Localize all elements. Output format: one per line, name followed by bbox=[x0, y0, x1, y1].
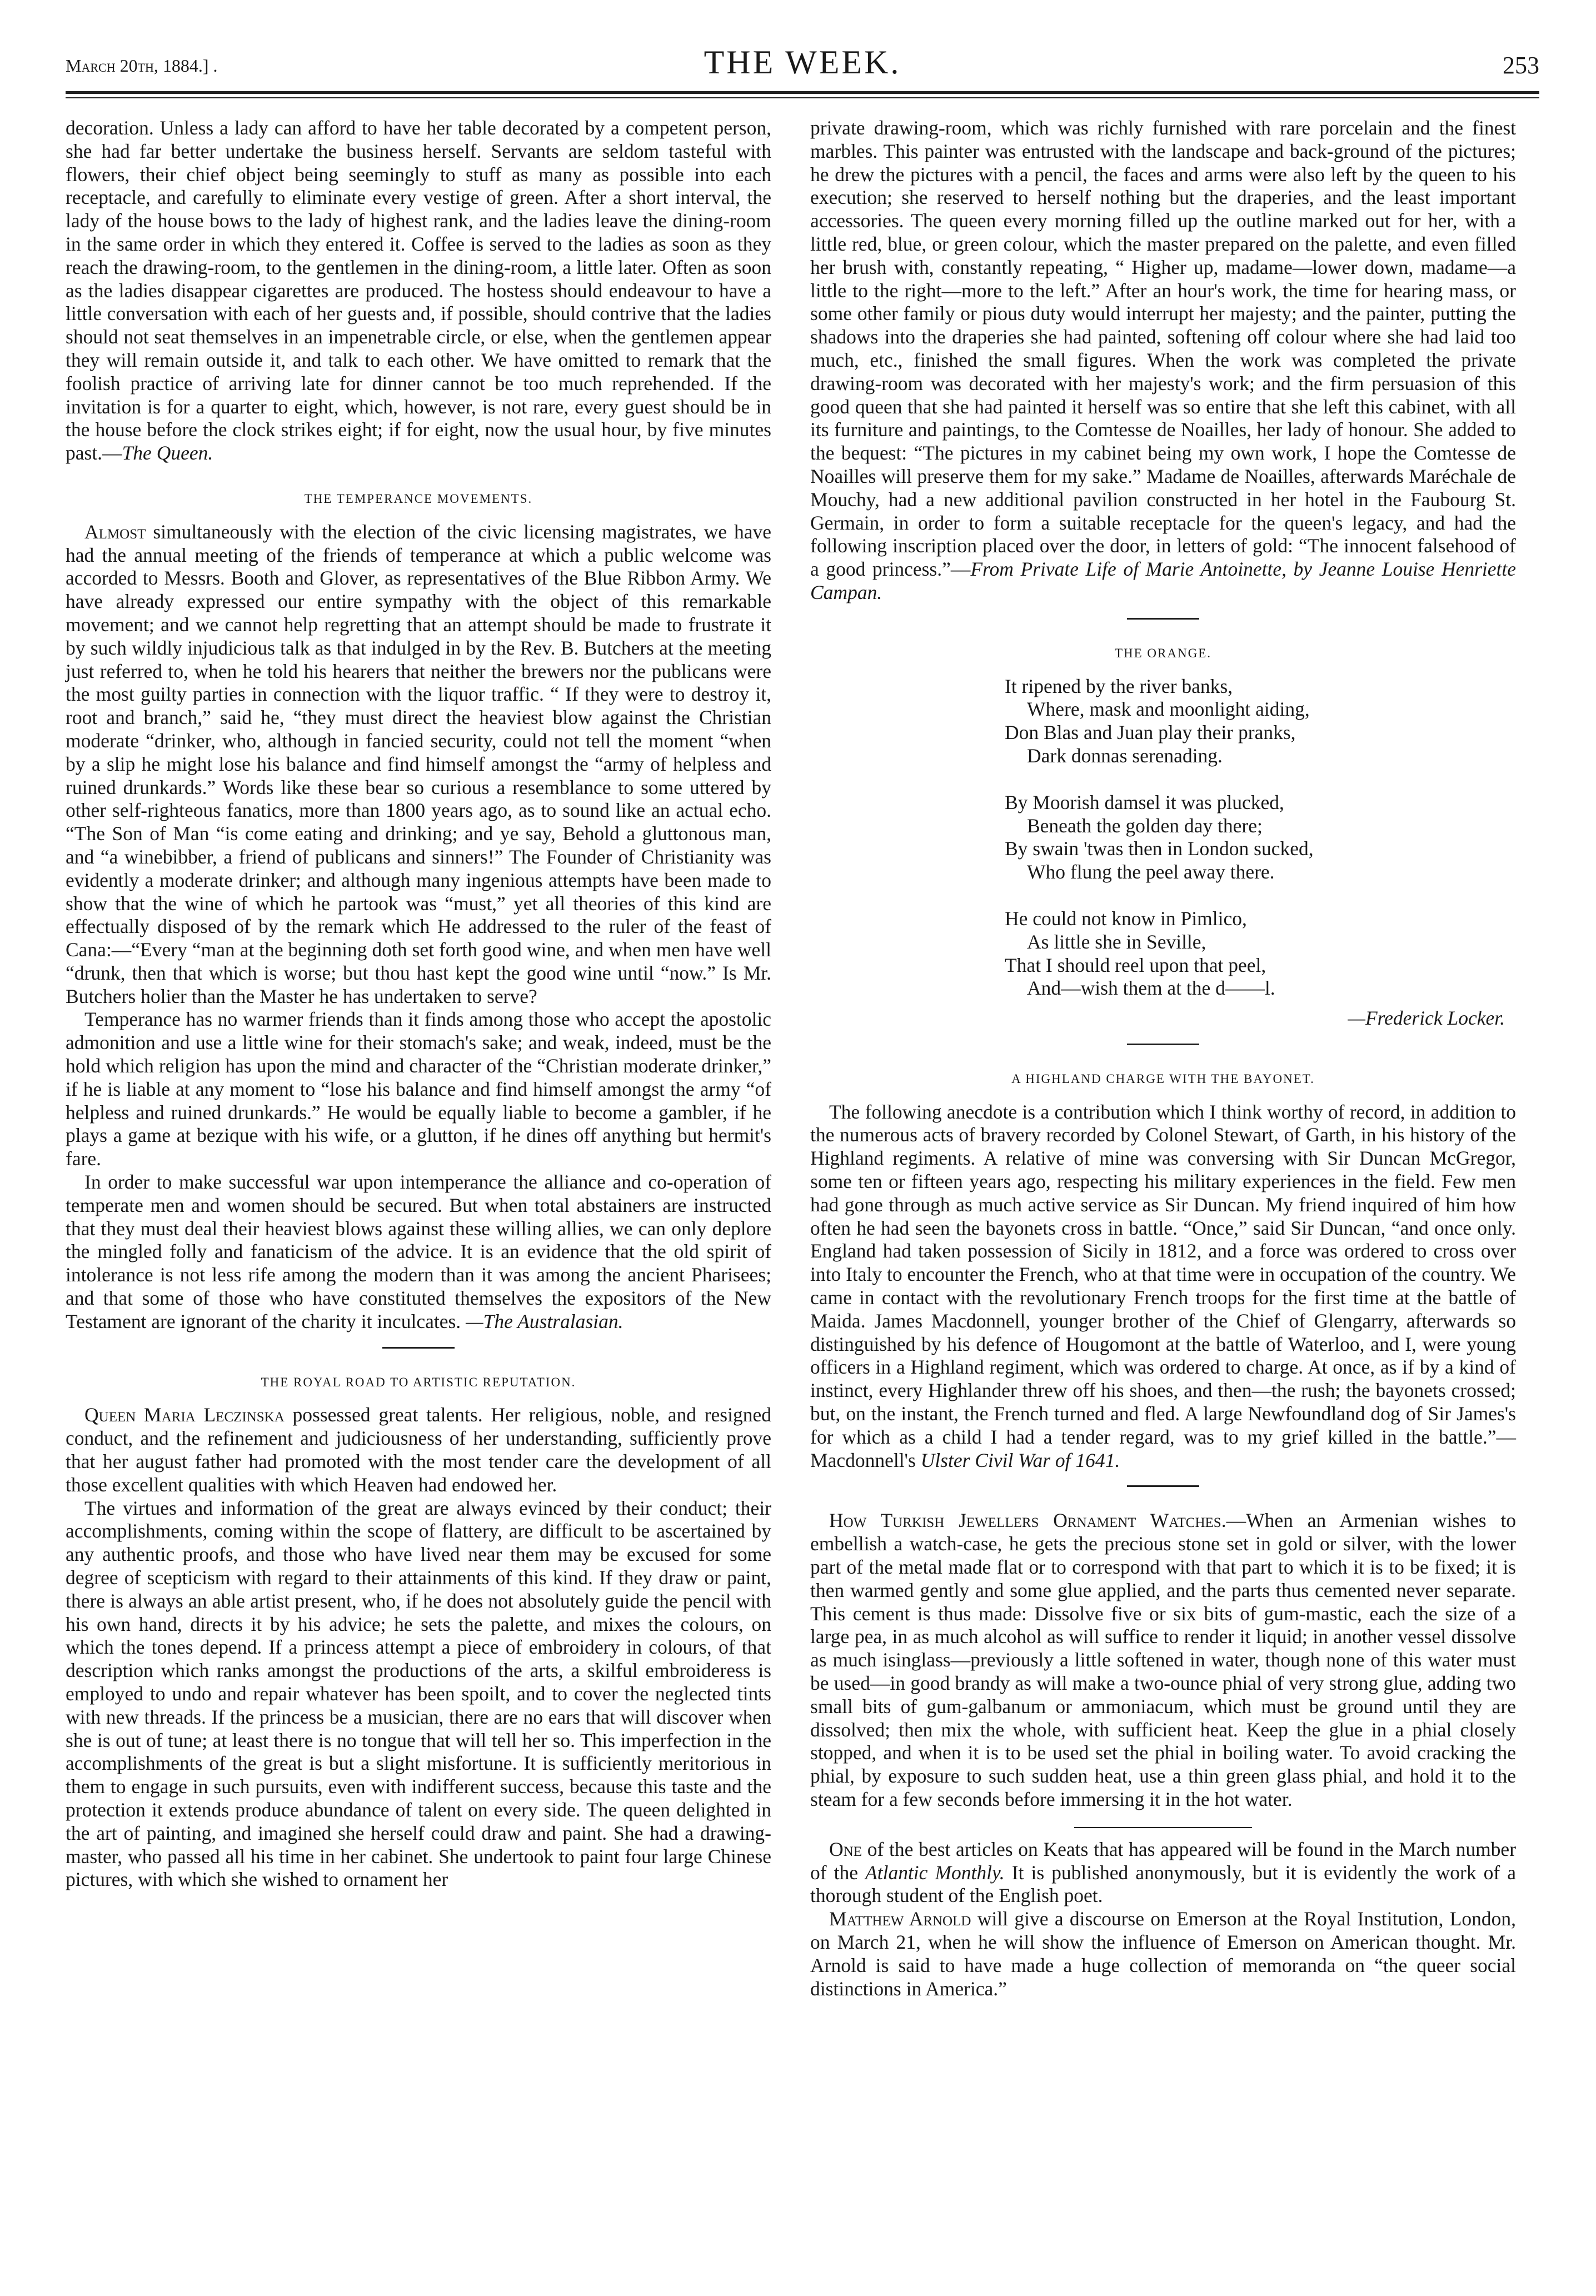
publication-title: THE WEEK. bbox=[704, 44, 901, 81]
poem-line: By Moorish damsel it was plucked, bbox=[1005, 791, 1284, 813]
royal-road-paragraph: Queen Maria Leczinska possessed great talents. Her religious, noble, and resigned conduct, and the refinement and judiciousness of her understanding, sufficiently prove that her august father had promoted with the most tender care the development of all those excellent qualities with which Heaven had endowed her. bbox=[66, 1404, 771, 1496]
poem-line: Where, mask and moonlight aiding, bbox=[1027, 698, 1310, 721]
poem-stanza bbox=[1005, 791, 1516, 884]
section-title-temperance: THE TEMPERANCE MOVEMENTS. bbox=[304, 491, 533, 506]
lead-words: Queen Maria Leczinska bbox=[84, 1404, 285, 1426]
left-column bbox=[66, 117, 771, 1891]
temperance-paragraph: Temperance has no warmer friends than it finds among those who accept the apostolic admonition and use a little wine for their stomach's sake; and weak, indeed, must be the hold which religion has upon the mind and character of the “Christian moderate drinker,” if he is liable at any moment to “lose his balance and find himself amongst the army “of helpless and ruined drunkards.” He would be equally liable to become a gambler, if he plays a game at bezique with his wife, or a glutton, if he dines off anything but hermit's fare. bbox=[66, 1008, 771, 1170]
citation: The Queen. bbox=[122, 442, 213, 465]
poem-line: Who flung the peel away there. bbox=[1027, 861, 1275, 884]
section-divider bbox=[1074, 1827, 1252, 1828]
lead-words: Almost bbox=[84, 520, 146, 543]
poem-line: He could not know in Pimlico, bbox=[1005, 907, 1247, 930]
poem bbox=[1005, 675, 1516, 1001]
poem-line: As little she in Seville, bbox=[1027, 930, 1206, 953]
poem-line: And—wish them at the d——l. bbox=[1027, 977, 1275, 1000]
header-rule-thin bbox=[66, 97, 1539, 98]
lead-words: Matthew Arnold bbox=[829, 1908, 971, 1930]
poem-stanza bbox=[1005, 907, 1516, 1000]
poem-line: It ripened by the river banks, bbox=[1005, 675, 1233, 697]
highland-paragraph: The following anecdote is a contribution which I think worthy of record, in addition to the numerous acts of bravery recorded by Colonel Stewart, of Garth, in his history of the Highland regiments. A relative of mine was conversing with Sir Duncan McGregor, some ten or fifteen years ago, respecting his military experiences in the field. Few men had gone through as much active service as Sir Duncan. My friend inquired of him how often he had seen the bayonets cross in battle. “Once,” said Sir Duncan, “and once only. England had taken possession of Sicily in 1812, and a force was ordered to cross over into Italy to encounter the French, who at that time were in occupation of the country. We came in contact with the revolutionary French troops for the first time at the battle of Maida. James Macdonnell, younger brother of the Chief of Glengarry, afterwards so distinguished by his defence of Hougomont at the battle of Waterloo, and I, were young officers in a Highland regiment, which was ordered to charge. At once, as if by a kind of instinct, every Highlander threw off his shoes, and then—the rush; the bayonets crossed; but, on the instant, the French turned and fled. A large Newfoundland dog of Sir James's for which as a child I had a tender regard, was to my grief killed in the battle.”—Macdonnell's Ulster Civil War of 1641. bbox=[810, 1100, 1516, 1471]
section-title-highland: A HIGHLAND CHARGE WITH THE BAYONET. bbox=[1011, 1071, 1315, 1086]
citation: From Private Life of Marie Antoinette, by Jeanne Louise Henriette Campan. bbox=[810, 558, 1517, 603]
section-divider bbox=[1127, 1485, 1199, 1487]
arnold-paragraph: Matthew Arnold will give a discourse on Emerson at the Royal Institution, London, on March 21, when he will show the influence of Emerson on American thought. Mr. Arnold is said to have made a huge collection of memoranda on “the queer social distinctions in America.” bbox=[810, 1908, 1517, 2000]
page-header bbox=[66, 43, 1539, 93]
royal-road-paragraph: The virtues and information of the great are always evinced by their conduct; their accomplishments, coming within the scope of flattery, are difficult to be ascertained by any authentic proofs, and those who have lived near them may be excused for some degree of scepticism with regard to their attainments of this kind. If they draw or paint, there is always an able artist present, who, if he does not absolutely guide the pencil with his own hand, directs it by his advice; he sets the palette, and mixes the colours, on which the tones depend. If a princess attempt a piece of embroidery in colours, of that description which ranks amongst the productions of the arts, a skilful embroideress is employed to undo and repair whatever has been spoilt, and to cover the neglected tints with new threads. If the princess be a musician, there are no ears that will discover when she is out of tune; at least there is no tongue that will tell her so. This imperfection in the accomplishments of the great is but a slight misfortune. It is sufficiently meritorious in them to engage in such pursuits, even with indifferent success, because this taste and the protection it extends produce abundance of talent on every side. The queen delighted in the art of painting, and imagined she herself could draw and paint. She had a drawing-master, who passed all his time in her cabinet. She undertook to paint four large Chinese pictures, with which she wished to ornament her bbox=[66, 1496, 771, 1891]
poem-stanza bbox=[1005, 675, 1516, 768]
temperance-paragraph: Almost simultaneously with the election of the civic licensing magistrates, we have had the annual meeting of the friends of temperance at which a public welcome was accorded to Messrs. Booth and Glover, as representatives of the Blue Ribbon Army. We have already expressed our entire sympathy with the object of this remarkable movement; and we cannot help regretting that an attempt should be made to frustrate it by such wildly injudicious talk as that indulged in by the Rev. B. Butchers at the meeting just referred to, when he told his hearers that neither the brewers nor the publicans were the most guilty parties in connection with the liquor traffic. “ If they were to destroy it, root and branch,” said he, “they must direct the heaviest blow against the Christian moderate “drinker, who, although in fancied security, could not tell the moment “when by a slip he might lose his balance and find himself amongst the “army of helpless and ruined drunkards.” Words like these bear so curious a resemblance to some uttered by other self-righteous fanatics, more than 1800 years ago, as to sound like an actual echo. “The Son of Man “is come eating and drinking; and ye say, Behold a gluttonous man, and “a winebibber, a friend of publicans and sinners!” The Founder of Christianity was evidently a moderate drinker; and although many ingenious attempts have been made to show that the wine of which he partook was “must,” yet all theories of this kind are effectually disposed of by the remark which He addressed to the ruler of the feast of Cana:—“Every “man at the beginning doth set forth good wine, and when men have well “drunk, then that which is worse; but thou hast kept the good wine until “now.” Is Mr. Butchers holier than the Master he has undertaken to serve? bbox=[66, 520, 772, 1007]
jewellers-paragraph: How Turkish Jewellers Ornament Watches.—When an Armenian wishes to embellish a watch-case, he gets the precious stone set in gold or silver, with the lower part of the metal made flat or to correspond with that part to which it is to be fixed; it is then warmed gently and some glue applied, and the parts thus cemented never separate. This cement is thus made: Dissolve five or six bits of gum-mastic, each the size of a large pea, in as much alcohol as will suffice to render it liquid; in another vessel dissolve as much isinglass—previously a little softened in water, though none of this water must be used—in good brandy as will make a two-ounce phial of very strong glue, adding two small bits of gum-galbanum or ammoniacum, which must be ground until they are dissolved; then mix the whole, with sufficient heat. Keep the glue in a phial closely stopped, and when it is to be used set the phial in boiling water. To avoid cracking the phial, by exposure to such sudden heat, use a thin green glass phial, and hold it to the steam for a few seconds before immersing it in the hot water. bbox=[810, 1509, 1517, 1810]
poem-author: —Frederick Locker. bbox=[1348, 1007, 1505, 1030]
citation: —The Australasian. bbox=[466, 1310, 624, 1332]
page-number: 253 bbox=[1503, 52, 1539, 79]
dinner-etiquette-paragraph: decoration. Unless a lady can afford to have her table decorated by a competent person, she had far better undertake the business herself. Servants are seldom tasteful with flowers, their chief object being seemingly to stuff as many as possible into each receptacle, and carefully to eliminate every vestige of green. After a short interval, the lady of the house bows to the lady of highest rank, and the ladies leave the dining-room in the same order in which they entered it. Coffee is served to the ladies as soon as they reach the drawing-room, to the gentlemen in the dining-room, a little later. Often as soon as the ladies disappear cigarettes are produced. The hostess should endeavour to have a little conversation with each of her guests and, if possible, should contrive that the ladies should not seat themselves in an impenetrable circle, or else, when the gentlemen appear they will remain outside it, and talk to each other. We have omitted to remark that the foolish practice of arriving late for dinner cannot be too much reprehended. If the invitation is for a quarter to eight, which, however, is not rare, every guest should be in the house before the clock strikes eight; if for eight, now the usual hour, by five minutes past.—The Queen. bbox=[66, 117, 771, 465]
citation: Ulster Civil War of 1641. bbox=[920, 1449, 1120, 1471]
poem-line: Beneath the golden day there; bbox=[1027, 814, 1263, 837]
issue-date: March 20th, 1884.] . bbox=[66, 56, 218, 76]
poem-line: Dark donnas serenading. bbox=[1027, 744, 1223, 767]
magazine-title: Atlantic Monthly. bbox=[865, 1861, 1005, 1884]
poem-line: Don Blas and Juan play their pranks, bbox=[1005, 721, 1296, 744]
lead-words: How Turkish Jewellers Ornament Watches. bbox=[829, 1509, 1226, 1532]
section-divider bbox=[382, 1347, 455, 1349]
section-title-royal-road: THE ROYAL ROAD TO ARTISTIC REPUTATION. bbox=[261, 1375, 576, 1389]
section-divider bbox=[1127, 618, 1199, 620]
lead-words: One bbox=[829, 1838, 862, 1860]
poem-line: By swain 'twas then in London sucked, bbox=[1005, 837, 1314, 860]
temperance-paragraph: In order to make successful war upon intemperance the alliance and co-operation of temperate men and women should be secured. But when total abstainers are instructed that they must deal their heaviest blows against these willing allies, we can only deplore the mingled folly and fanaticism of the advice. It is an evidence that the old spirit of intolerance is not less rife among the modern than it was among the ancient Pharisees; and that some of those who have constituted themselves the expositors of the New Testament are ignorant of the charity it inculcates. —The Australasian. bbox=[66, 1171, 771, 1332]
poem-line: That I should reel upon that peel, bbox=[1005, 954, 1266, 976]
keats-paragraph: One of the best articles on Keats that has appeared will be found in the March number of the Atlantic Monthly. It is published anonymously, but it is evidently the work of a thorough student of the English poet. bbox=[810, 1838, 1517, 1907]
section-divider bbox=[1127, 1044, 1199, 1045]
section-title-orange: THE ORANGE. bbox=[1114, 646, 1212, 660]
royal-road-continuation: private drawing-room, which was richly furnished with rare porcelain and the finest marbles. This painter was entrusted with the landscape and back-ground of the pictures; he drew the pictures with a pencil, the faces and arms were also left by the queen to his execution; she reserved to herself nothing but the draperies, and the least important accessories. The queen every morning filled up the outline marked out for her, with a little red, blue, or green colour, which the master prepared on the palette, and even filled her brush with, constantly repeating, “ Higher up, madame—lower down, madame—a little to the right—more to the left.” After an hour's work, the time for hearing mass, or some other family or pious duty would interrupt her majesty; and the painter, putting the shadows into the draperies she had painted, softening off colour where she had laid too much, etc., finished the small figures. When the work was completed the private drawing-room was decorated with her majesty's work; and the firm persuasion of this good queen that she had painted it herself was so entire that she left this cabinet, with all its furniture and paintings, to the Comtesse de Noailles, her lady of honour. She added to the bequest: “The pictures in my cabinet being my own work, I hope the Comtesse de Noailles will preserve them for my sake.” Madame de Noailles, afterwards Maréchale de Mouchy, had a new additional pavilion constructed in her hotel in the Faubourg St. Germain, in order to form a suitable receptacle for the queen's legacy, and had the following inscription placed over the door, in letters of gold: “The innocent falsehood of a good princess.”—From Private Life of Marie Antoinette, by Jeanne Louise Henriette Campan. bbox=[810, 117, 1517, 603]
header-rule-thick bbox=[66, 91, 1539, 94]
right-column bbox=[810, 117, 1516, 2000]
